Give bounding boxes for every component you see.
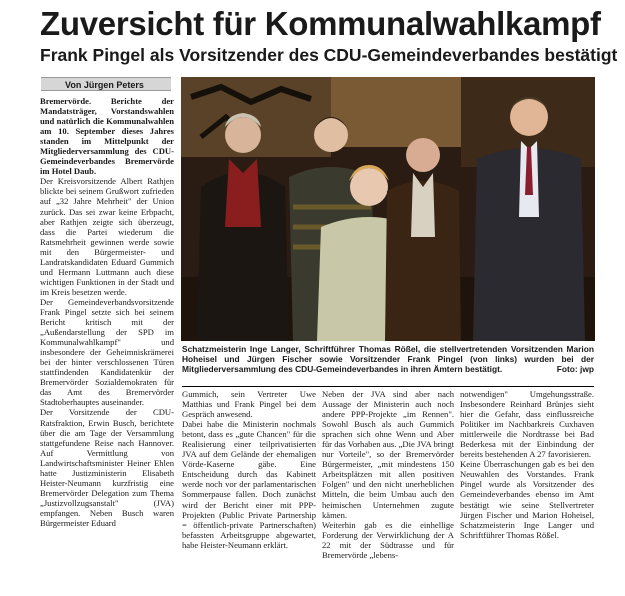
body-paragraph: Gummich, sein Vertreter Uwe Matthias und Frank Pingel bei dem Gespräch anwesend. [182,389,316,420]
article-column-2 [182,389,316,579]
group-photo-illustration [181,77,595,341]
body-paragraph: Neben der JVA sind aber nach Aussage der Ministerin auch noch andere PPP-Projekte „im Rennen". Sowohl Busch als auch Gummich sprachen sich ohne Wenn und Aber für das Vorhaben aus. „Die JVA bringt nur Vorteile", so der Bremervörder Bürgermeister, „mit mindestens 150 Arbeitsplätzen mit allen positiven Folgen" und den nicht unerheblichen Mitteln, die beim Umbau auch den heimischen Unternehmen zugute kämen. [322,389,454,520]
photo-caption [182,344,594,375]
headline: Zuversicht für Kommunalwahlkampf [40,5,601,42]
body-paragraph: Dabei habe die Ministerin nochmals betont, dass es „gute Chancen" für die Realisierung einer teilprivatisierten JVA auf dem Gelände der ehemaligen Vörde-Kaserne gäbe. Eine Entscheidung durch das Kabinett werde noch vor der parlamentarischen Sommerpause fallen. Doch zunächst wird der Bericht einer mit PPP-Projekten (Public Private Partnership = öffentlich-private Partnerschaften) befassten Arbeitsgruppe abgewartet, habe Heister-Neumann erklärt. [182,419,316,550]
body-paragraph: Weiterhin gab es die einhellige Forderung der Verwirklichung der A 22 mit der Südtrasse und für Bremervörde „lebens- [322,519,454,560]
body-paragraph: Der Vorsitzende der CDU-Ratsfraktion, Erwin Busch, berichtete über die am Tage der Versammlung stattgefundene Reise nach Hannover. Auf Vermittlung von Landwirtschaftsminister Heiner Ehlen hatte Justizministerin Elisabeth Heister-Neumann kurzfristig eine Bremervörder Delegation zum Thema „Justizvollzugsanstalt" (JVA) empfangen. Neben Busch waren Bürgermeister Eduard [40,407,174,528]
caption-text: Schatzmeisterin Inge Langer, Schriftführer Thomas Rößel, die stellvertretenden Vorsitzenden Marion Hoheisel und Jürgen Fischer sowie Vorsitzender Frank Pingel (von links) wurden bei der Mitgliederversammlung des CDU-Gemeindeverbandes in ihren Ämtern bestätigt. [182,344,594,375]
body-paragraph: Der Kreisvorsitzende Albert Rathjen blickte bei seinem Grußwort zufrieden auf „32 Jahre Mehrheit" der Union zurück. Das sei zwar keine Erbpacht, aber Rathjen zeigte sich überzeugt, dass die Partei wiederum die Ratsmehrheit gewinnen werde sowie mit den Bürgermeister- und Landratskandidaten Eduard Gummich und Hermann Luttmann auch diese wichtigen Funktionen in der Stadt und im Kreis besetzen werde. [40,176,174,297]
divider [182,386,594,387]
subheadline: Frank Pingel als Vorsitzender des CDU-Gemeindeverbandes bestätigt [40,45,618,65]
photo-credit: Foto: jwp [556,364,594,375]
body-paragraph: Keine Überraschungen gab es bei den Neuwahlen des Vorstandes. Frank Pingel wurde als Vorsitzender des Gemeindeverbandes ebenso im Amt bestätigt wie seine Stellvertreter Jürgen Fischer und Marion Hoheisel, Schatzmeisterin Inge Langer und Schriftführer Thomas Rößel. [460,459,594,540]
group-photo [181,77,595,341]
body-paragraph: notwendigen" Umgehungsstraße. Insbesondere Reinhard Brünjes sieht hier die Gefahr, dass einflussreiche Politiker im Nachbarkreis Cuxhaven mittlerweile die Nordtrasse bei Bad Bederkesa mit der Einbindung der bereits bestehenden A 27 favorisieren. [460,389,594,460]
article-column-4 [460,389,594,579]
article-column-1 [40,96,174,578]
body-paragraph: Der Gemeindeverbandsvorsitzende Frank Pingel setzte sich bei seinem Bericht kritisch mit der „Außendarstellung der SPD im Kommunalwahlkampf" und insbesondere der Geheimniskrämerei bei der hinter verschlossenen Türen stattfindenden Kandidatenkür der Bremervörder Sozialdemokraten für das Amt des Bremervörder Stadtoberhauptes auseinander. [40,296,174,408]
article-column-3 [322,389,454,579]
lead-paragraph: Bremervörde. Berichte der Mandatsträger, Vorstandswahlen und natürlich die Kommunalwahlen am 10. September dieses Jahres standen im Mittelpunkt der Mitgliederversammlung des CDU-Gemeindeverbandes Bremervörde im Hotel Daub. [40,96,174,177]
byline: Von Jürgen Peters [41,77,171,91]
